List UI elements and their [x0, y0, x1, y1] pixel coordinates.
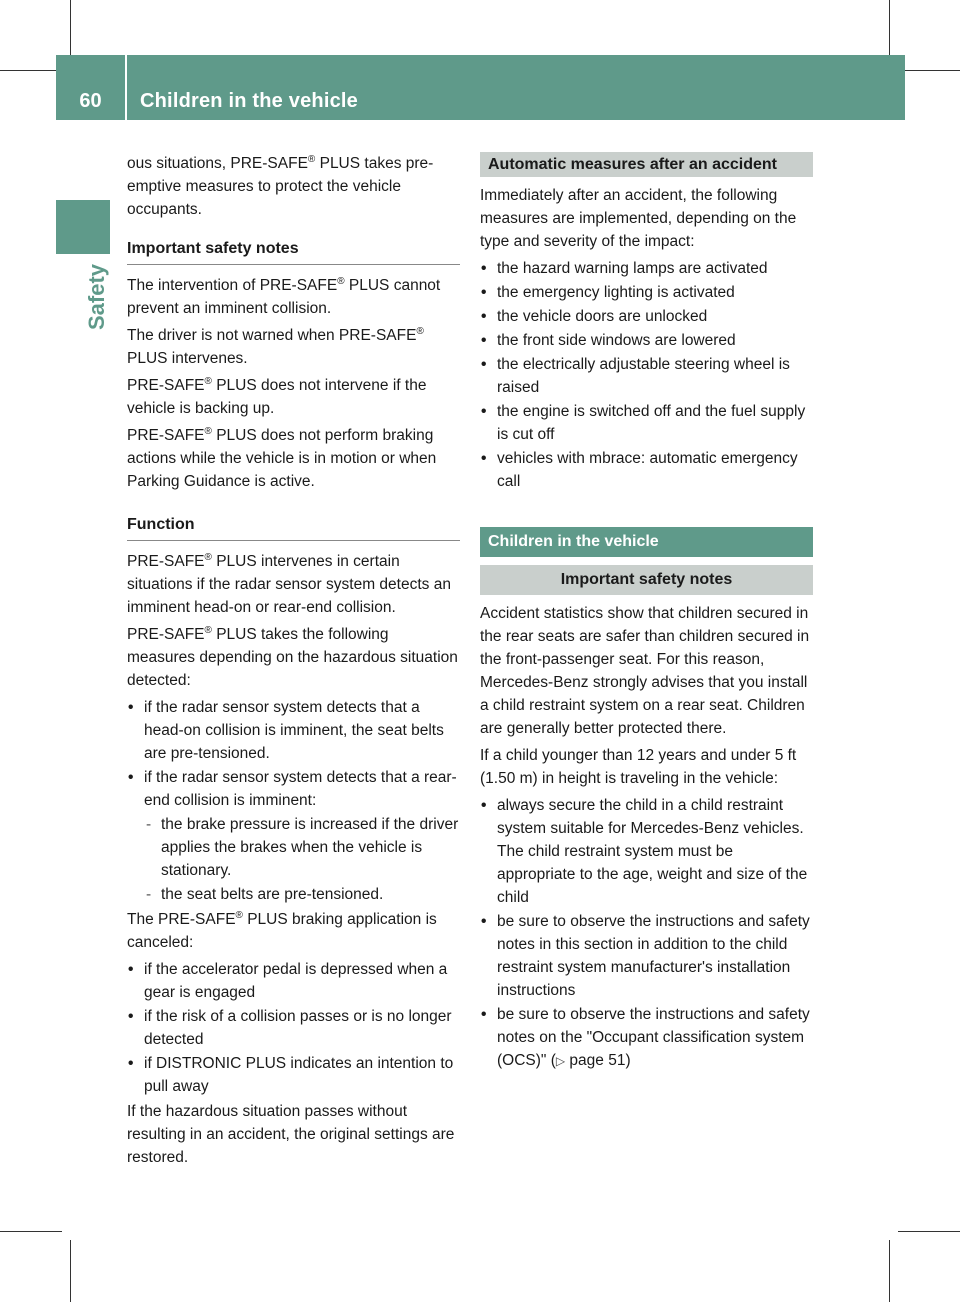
list-item-text: be sure to observe the instructions and safety notes on the "Occupant classification system (OCS)" ( [497, 1006, 810, 1069]
registered-mark: ® [235, 910, 243, 921]
list-item [127, 766, 460, 906]
list-item-text: if the radar sensor system detects that a rear-end collision is imminent: [144, 769, 457, 809]
page-ref-arrow-icon: ▷ [555, 1054, 566, 1068]
children-safety-heading: Important safety notes [480, 565, 813, 595]
registered-mark: ® [204, 552, 212, 563]
right-column [480, 152, 813, 1075]
list-item [480, 1003, 813, 1073]
page-reference[interactable]: page 51) [565, 1052, 631, 1069]
safety-paragraph: PRE-SAFE® PLUS does not perform braking actions while the vehicle is in motion or when Parking Guidance is active. [127, 426, 437, 490]
list-item: • if DISTRONIC PLUS indicates an intention to pull away [127, 1052, 460, 1098]
page-title: Children in the vehicle [140, 90, 358, 112]
crop-mark [70, 0, 71, 62]
list-item: • vehicles with mbrace: automatic emergency call [480, 447, 813, 493]
registered-mark: ® [416, 326, 424, 337]
children-list [480, 794, 813, 1073]
list-item: • if the risk of a collision passes or is no longer detected [127, 1005, 460, 1051]
crop-mark [898, 70, 960, 71]
function-list [127, 696, 460, 906]
registered-mark: ® [204, 625, 212, 636]
list-item: • the hazard warning lamps are activated [480, 257, 813, 280]
list-item: • the emergency lighting is activated [480, 281, 813, 304]
children-paragraph: If a child younger than 12 years and under 5 ft (1.50 m) in height is traveling in the vehicle: [480, 747, 797, 787]
registered-mark: ® [337, 276, 345, 287]
children-section-heading: Children in the vehicle [480, 527, 813, 557]
outro-paragraph: If the hazardous situation passes without resulting in an accident, the original settings are restored. [127, 1103, 455, 1166]
list-item: • always secure the child in a child restraint system suitable for Mercedes-Benz vehicles. The child restraint system must be appropriate to the age, weight and size of the child [480, 794, 813, 909]
registered-mark: ® [204, 426, 212, 437]
list-item: • the vehicle doors are unlocked [480, 305, 813, 328]
list-item: • the engine is switched off and the fuel supply is cut off [480, 400, 813, 446]
header-divider [125, 55, 127, 120]
sub-list [144, 813, 460, 906]
crop-mark [0, 1231, 62, 1232]
list-item: • if the radar sensor system detects that a head-on collision is imminent, the seat belts are pre-tensioned. [127, 696, 460, 765]
crop-mark [70, 1240, 71, 1302]
cancel-paragraph: The PRE-SAFE® PLUS braking application is canceled: [127, 910, 437, 951]
crop-mark [889, 1240, 890, 1302]
automatic-measures-list [480, 257, 813, 493]
page-number: 60 [79, 90, 102, 112]
cancel-list [127, 958, 460, 1098]
registered-mark: ® [307, 154, 316, 165]
list-item: • the electrically adjustable steering wheel is raised [480, 353, 813, 399]
safety-paragraph: The intervention of PRE-SAFE® PLUS cannot prevent an imminent collision. [127, 276, 441, 317]
safety-paragraph: The driver is not warned when PRE-SAFE® PLUS intervenes. [127, 326, 424, 367]
function-heading: Function [127, 501, 460, 541]
list-item: • if the accelerator pedal is depressed when a gear is engaged [127, 958, 460, 1004]
crop-mark [898, 1231, 960, 1232]
function-paragraph: PRE-SAFE® PLUS intervenes in certain situations if the radar sensor system detects an imminent head-on or rear-end collision. [127, 552, 451, 616]
automatic-measures-heading: Automatic measures after an accident [480, 152, 813, 177]
safety-notes-heading: Important safety notes [127, 225, 460, 265]
crop-mark [889, 0, 890, 62]
safety-paragraph: PRE-SAFE® PLUS does not intervene if the vehicle is backing up. [127, 376, 427, 417]
sub-list-item: - the seat belts are pre-tensioned. [144, 883, 460, 906]
left-column [127, 152, 460, 1173]
function-paragraph: PRE-SAFE® PLUS takes the following measures depending on the hazardous situation detected: [127, 625, 458, 689]
registered-mark: ® [204, 376, 212, 387]
list-item: • the front side windows are lowered [480, 329, 813, 352]
crop-mark [0, 70, 62, 71]
children-paragraph: Accident statistics show that children secured in the rear seats are safer than children secured in the front-passenger seat. For this reason, Mercedes-Benz strongly advises that you install a child restraint system on a rear seat. Children are generally better protected there. [480, 605, 810, 737]
list-item: • be sure to observe the instructions and safety notes in this section in addition to the child restraint system manufacturer's installation instructions [480, 910, 813, 1002]
sub-list-item: - the brake pressure is increased if the driver applies the brakes when the vehicle is stationary. [144, 813, 460, 882]
intro-paragraph: ous situations, PRE-SAFE® PLUS takes pre-emptive measures to protect the vehicle occupants. [127, 154, 434, 218]
section-label: Safety [84, 263, 109, 330]
section-marker [56, 200, 110, 254]
automatic-measures-paragraph: Immediately after an accident, the following measures are implemented, depending on the type and severity of the impact: [480, 187, 797, 250]
